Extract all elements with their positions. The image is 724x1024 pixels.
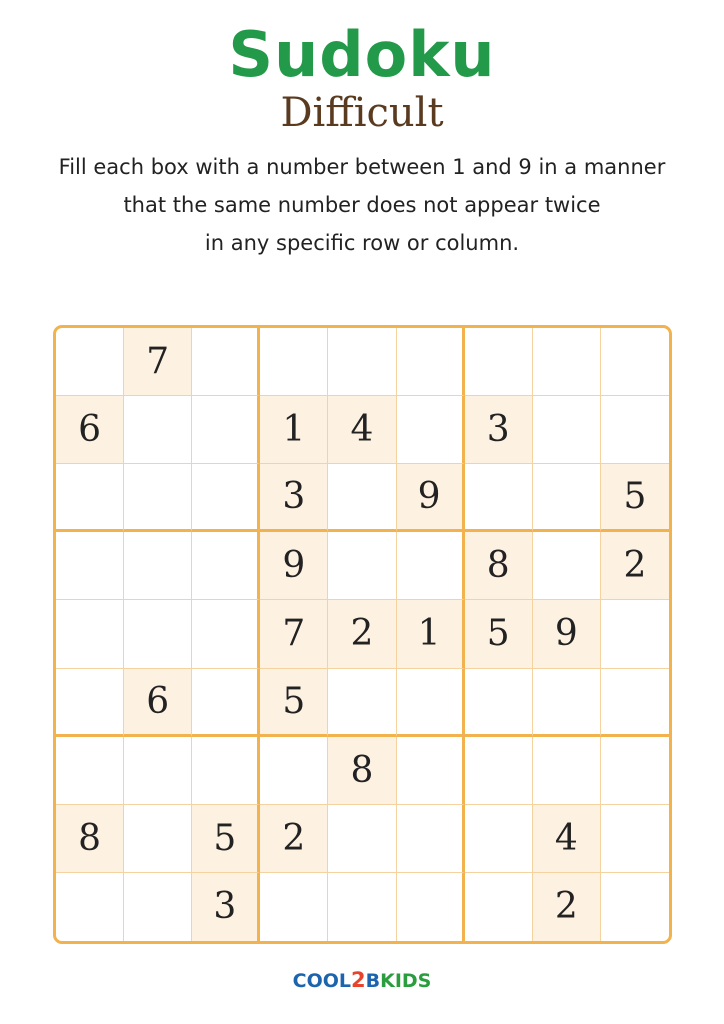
empty-cell[interactable] bbox=[124, 532, 192, 600]
empty-cell[interactable] bbox=[601, 805, 669, 873]
empty-cell[interactable] bbox=[465, 669, 533, 737]
empty-cell[interactable] bbox=[465, 805, 533, 873]
empty-cell[interactable] bbox=[192, 328, 260, 396]
empty-cell[interactable] bbox=[328, 328, 396, 396]
empty-cell[interactable] bbox=[124, 873, 192, 941]
empty-cell[interactable] bbox=[397, 873, 465, 941]
given-cell: 9 bbox=[533, 600, 601, 668]
page-title: Sudoku bbox=[228, 18, 496, 91]
empty-cell[interactable] bbox=[465, 328, 533, 396]
empty-cell[interactable] bbox=[465, 873, 533, 941]
given-cell: 7 bbox=[124, 328, 192, 396]
sudoku-board bbox=[53, 325, 672, 944]
given-cell: 4 bbox=[328, 396, 396, 464]
empty-cell[interactable] bbox=[397, 669, 465, 737]
logo-text-kids: KIDS bbox=[380, 970, 432, 992]
empty-cell[interactable] bbox=[328, 873, 396, 941]
empty-cell[interactable] bbox=[56, 532, 124, 600]
empty-cell[interactable] bbox=[397, 532, 465, 600]
given-cell: 6 bbox=[124, 669, 192, 737]
empty-cell[interactable] bbox=[192, 396, 260, 464]
empty-cell[interactable] bbox=[601, 873, 669, 941]
empty-cell[interactable] bbox=[465, 737, 533, 805]
empty-cell[interactable] bbox=[124, 737, 192, 805]
given-cell: 6 bbox=[56, 396, 124, 464]
empty-cell[interactable] bbox=[124, 464, 192, 532]
empty-cell[interactable] bbox=[260, 873, 328, 941]
empty-cell[interactable] bbox=[533, 328, 601, 396]
given-cell: 7 bbox=[260, 600, 328, 668]
instructions bbox=[20, 148, 704, 262]
instructions-line: Fill each box with a number between 1 and 9 in a manner bbox=[58, 155, 666, 179]
empty-cell[interactable] bbox=[192, 464, 260, 532]
given-cell: 5 bbox=[192, 805, 260, 873]
empty-cell[interactable] bbox=[56, 600, 124, 668]
empty-cell[interactable] bbox=[601, 669, 669, 737]
instructions-line: that the same number does not appear twice bbox=[123, 193, 601, 217]
given-cell: 8 bbox=[56, 805, 124, 873]
given-cell: 5 bbox=[601, 464, 669, 532]
empty-cell[interactable] bbox=[601, 600, 669, 668]
empty-cell[interactable] bbox=[601, 396, 669, 464]
empty-cell[interactable] bbox=[533, 396, 601, 464]
logo-text-b: B bbox=[365, 970, 381, 992]
empty-cell[interactable] bbox=[397, 737, 465, 805]
empty-cell[interactable] bbox=[56, 669, 124, 737]
given-cell: 3 bbox=[260, 464, 328, 532]
empty-cell[interactable] bbox=[533, 464, 601, 532]
empty-cell[interactable] bbox=[192, 737, 260, 805]
empty-cell[interactable] bbox=[192, 532, 260, 600]
empty-cell[interactable] bbox=[397, 805, 465, 873]
empty-cell[interactable] bbox=[328, 532, 396, 600]
logo-text-cool: COOL bbox=[292, 970, 351, 992]
given-cell: 2 bbox=[328, 600, 396, 668]
empty-cell[interactable] bbox=[56, 737, 124, 805]
empty-cell[interactable] bbox=[397, 328, 465, 396]
empty-cell[interactable] bbox=[56, 873, 124, 941]
empty-cell[interactable] bbox=[397, 396, 465, 464]
empty-cell[interactable] bbox=[56, 464, 124, 532]
given-cell: 9 bbox=[397, 464, 465, 532]
empty-cell[interactable] bbox=[328, 805, 396, 873]
empty-cell[interactable] bbox=[260, 737, 328, 805]
empty-cell[interactable] bbox=[328, 669, 396, 737]
cool2bkids-logo bbox=[0, 968, 724, 992]
given-cell: 2 bbox=[260, 805, 328, 873]
instructions-line: in any specific row or column. bbox=[204, 231, 520, 255]
given-cell: 8 bbox=[465, 532, 533, 600]
given-cell: 5 bbox=[465, 600, 533, 668]
given-cell: 1 bbox=[260, 396, 328, 464]
given-cell: 9 bbox=[260, 532, 328, 600]
empty-cell[interactable] bbox=[192, 669, 260, 737]
given-cell: 2 bbox=[533, 873, 601, 941]
given-cell: 5 bbox=[260, 669, 328, 737]
given-cell: 2 bbox=[601, 532, 669, 600]
empty-cell[interactable] bbox=[260, 328, 328, 396]
empty-cell[interactable] bbox=[533, 669, 601, 737]
empty-cell[interactable] bbox=[533, 532, 601, 600]
given-cell: 4 bbox=[533, 805, 601, 873]
empty-cell[interactable] bbox=[124, 600, 192, 668]
empty-cell[interactable] bbox=[124, 396, 192, 464]
empty-cell[interactable] bbox=[328, 464, 396, 532]
empty-cell[interactable] bbox=[56, 328, 124, 396]
difficulty-subtitle: Difficult bbox=[280, 90, 444, 136]
given-cell: 8 bbox=[328, 737, 396, 805]
empty-cell[interactable] bbox=[192, 600, 260, 668]
empty-cell[interactable] bbox=[465, 464, 533, 532]
empty-cell[interactable] bbox=[124, 805, 192, 873]
empty-cell[interactable] bbox=[601, 328, 669, 396]
given-cell: 3 bbox=[465, 396, 533, 464]
given-cell: 1 bbox=[397, 600, 465, 668]
empty-cell[interactable] bbox=[601, 737, 669, 805]
empty-cell[interactable] bbox=[533, 737, 601, 805]
logo-text-two: 2 bbox=[351, 968, 366, 992]
given-cell: 3 bbox=[192, 873, 260, 941]
